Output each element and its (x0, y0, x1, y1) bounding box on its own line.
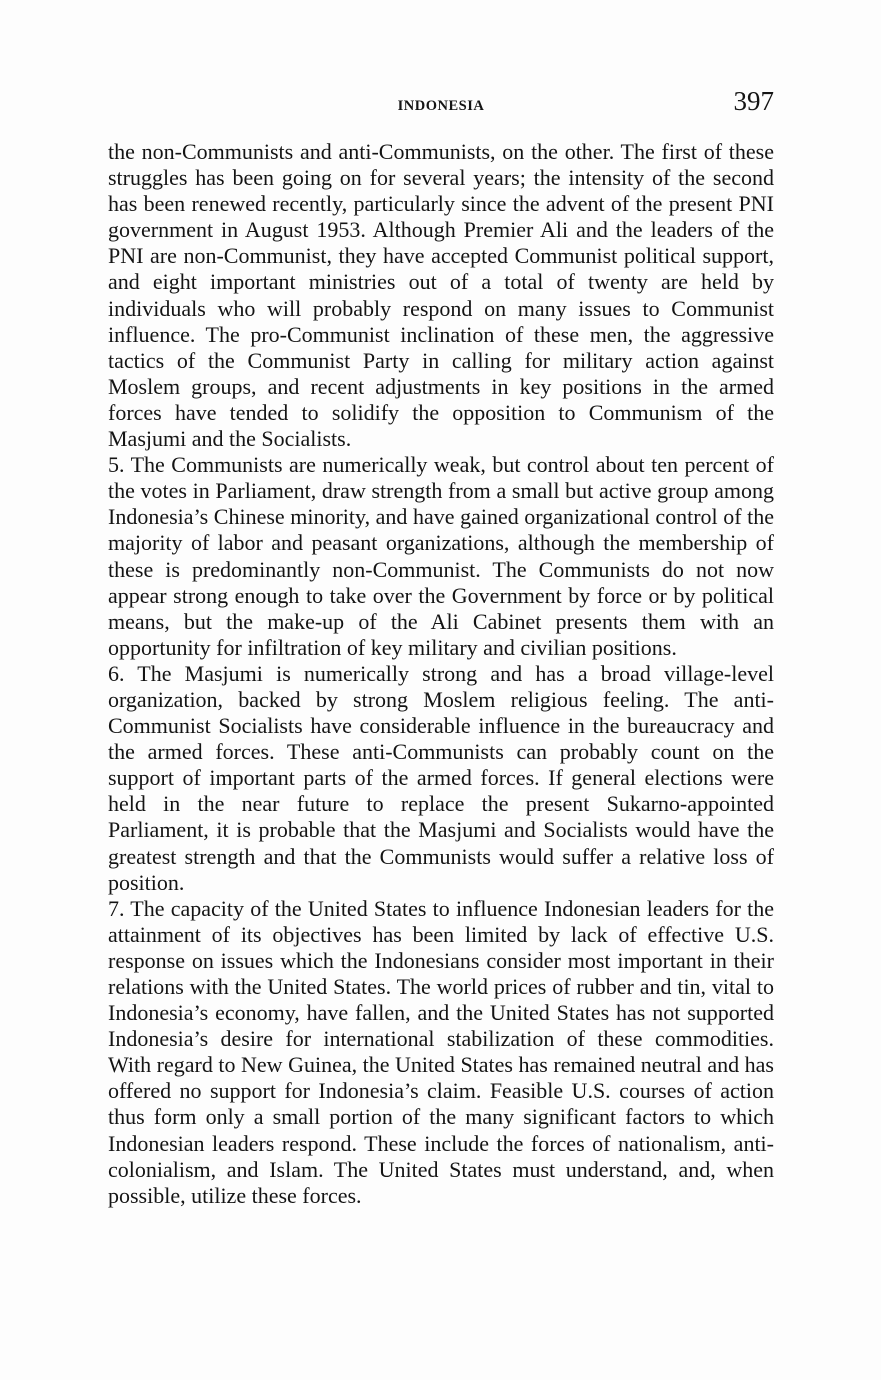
running-head (108, 86, 774, 126)
paragraph-5: 5. The Communists are numerically weak, but control about ten percent of the votes in Parliament, draw strength from a small but active group among Indonesia’s Chinese minority, and have gained organizational control of the majority of labor and peasant organizations, although the membership of these is predominantly non-Communist. The Communists do not now appear strong enough to take over the Government by force or by political means, but the make-up of the Ali Cabinet presents them with an opportunity for infiltration of key military and civilian positions. (108, 452, 774, 660)
page-number: 397 (733, 86, 774, 116)
paragraph-continuation: the non-Communists and anti-Communists, on the other. The first of these struggles has been going on for several years; the intensity of the second has been renewed recently, particularly since the advent of the present PNI government in August 1953. Although Premier Ali and the leaders of the PNI are non-Communist, they have accepted Communist political support, and eight important ministries out of a total of twenty are held by individuals who will probably respond on many issues to Communist influence. The pro-Communist inclination of these men, the aggressive tactics of the Communist Party in calling for military action against Moslem groups, and recent adjustments in key positions in the armed forces have tended to solidify the opposition to Communism of the Masjumi and the Socialists. (108, 139, 774, 452)
running-head-title: INDONESIA (397, 98, 485, 114)
paragraph-7: 7. The capacity of the United States to influence Indonesian leaders for the attainment of its objectives has been limited by lack of effective U.S. response on issues which the Indonesians consider most important in their relations with the United States. The world prices of rubber and tin, vital to Indonesia’s economy, have fallen, and the United States has not supported Indonesia’s desire for international stabilization of these commodities. With regard to New Guinea, the United States has remained neutral and has offered no support for Indonesia’s claim. Feasible U.S. courses of action thus form only a small portion of the many significant factors to which Indonesian leaders respond. These include the forces of nationalism, anti-colonialism, and Islam. The United States must understand, and, when possible, utilize these forces. (108, 895, 774, 1208)
body-text (108, 139, 774, 1209)
paragraph-6: 6. The Masjumi is numerically strong and has a broad village-level organization, backed by strong Moslem religious feeling. The anti-Communist Socialists have considerable influence in the bureaucracy and the armed forces. These anti-Communists can probably count on the support of important parts of the armed forces. If general elections were held in the near future to replace the present Sukarno-appointed Parliament, it is probable that the Masjumi and Socialists would have the greatest strength and that the Communists would suffer a relative loss of position. (108, 660, 774, 895)
